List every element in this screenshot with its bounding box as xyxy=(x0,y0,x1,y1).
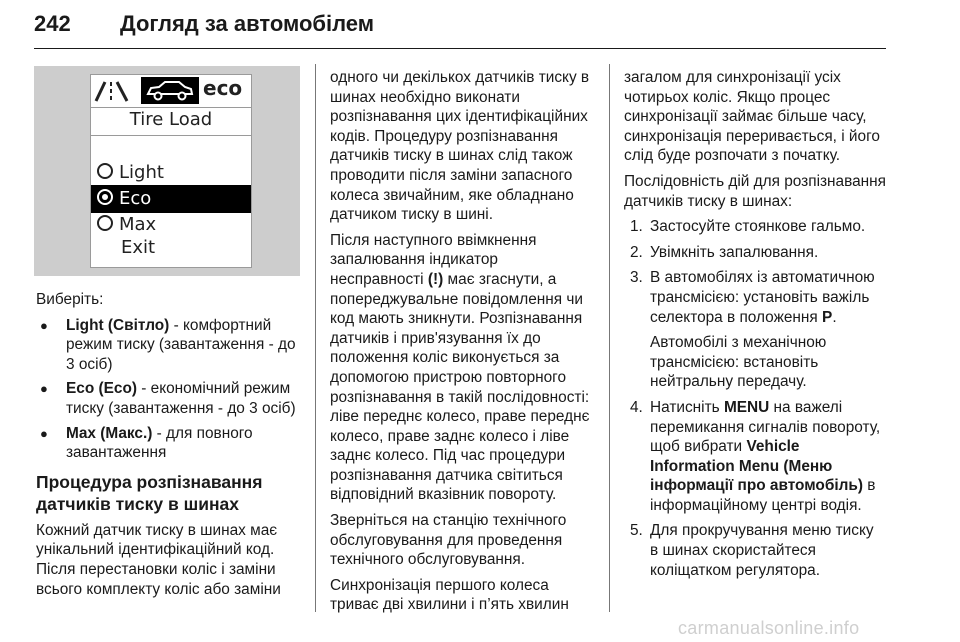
paragraph: Синхронізація першого колеса триває дві хвилини і п’ять хвилин xyxy=(330,576,569,614)
paragraph: Кожний датчик тиску в шинах має унікальний ідентифікаційний код. Після перестановки коліс і заміни всього комплекту коліс або заміни xyxy=(36,521,281,598)
item-term: Light (Світло) xyxy=(66,316,170,334)
procedure-steps xyxy=(624,217,886,580)
load-mode-list xyxy=(36,316,301,463)
paragraph: Після наступного ввімкнення запалювання індикатор несправності (!) має згаснути, а попереджувальне повідомлення чи код мають зникнути. Розпізнавання датчиків і прив'язування їх до положення коліс виконується за допомогою пристрою повторного розпізнавання в такій послідовності: ліве переднє колесо, праве переднє колесо, праве заднє колесо і ліве заднє колесо. Під час процедури розпізнавання датчика світиться відповідний вказівник повороту. xyxy=(330,231,590,504)
step-item xyxy=(624,521,886,580)
step-number: 4. xyxy=(630,398,643,416)
option-eco-selected[interactable] xyxy=(91,185,251,213)
option-label: Eco xyxy=(119,188,152,209)
column-3 xyxy=(624,68,886,586)
paragraph: Послідовність дій для розпізнавання датчиків тиску в шинах: xyxy=(624,172,887,210)
step-text: Увімкніть запалювання. xyxy=(650,243,819,261)
item-desc: - економічний режим тиску (завантаження - до 3 осіб) xyxy=(66,380,296,417)
option-max[interactable] xyxy=(97,211,247,239)
list-item xyxy=(36,379,301,418)
column-2 xyxy=(330,68,595,621)
tire-load-display-figure xyxy=(34,66,300,276)
step-text: Застосуйте стоянкове гальмо. xyxy=(650,218,866,236)
item-desc: - для повного завантаження xyxy=(66,424,253,462)
page-number: 242 xyxy=(34,11,71,36)
step-subtext: Автомобілі з механічною трансмісією: встановіть нейтральну передачу. xyxy=(650,334,827,391)
section-heading: Процедура розпізнавання датчиків тиску в шинах xyxy=(36,471,263,514)
car-icon-box xyxy=(141,77,199,104)
exit-option[interactable]: Exit xyxy=(121,237,156,258)
option-label: Light xyxy=(119,162,164,183)
paragraph: загалом для синхронізації усіх чотирьох коліс. Якщо процес синхронізації займає більше часу, синхронізація переривається, і його слід буде розпочати з початку. xyxy=(624,69,880,165)
step-number: 2. xyxy=(630,243,643,261)
radio-icon xyxy=(97,215,113,231)
step-item xyxy=(624,243,886,263)
item-desc: - комфортний режим тиску (завантаження - до 3 осіб) xyxy=(66,316,296,373)
column-1 xyxy=(36,290,301,605)
column-divider xyxy=(315,64,316,612)
step-number: 3. xyxy=(630,269,643,287)
step-item: 3. В автомобілях із автоматичною трансмісією: установіть важіль селектора в положення P. Автомобілі з механічною трансмісією: встановіть нейтральну передачу. xyxy=(624,268,886,392)
watermark: carmanualsonline.info xyxy=(678,618,860,638)
option-label: Max xyxy=(119,214,157,235)
display-screen xyxy=(90,74,252,268)
eco-mode-label: eco xyxy=(203,76,243,100)
tire-warning-icon: (!) xyxy=(427,270,444,288)
select-intro: Виберіть: xyxy=(36,291,104,308)
car-icon xyxy=(145,80,195,101)
step-number: 1. xyxy=(630,218,643,236)
road-icon xyxy=(93,79,139,103)
item-term: Eco (Eco) xyxy=(66,380,137,398)
paragraph: Зверніться на станцію технічного обслуговування для проведення технічного обслуговування. xyxy=(330,512,567,569)
option-light[interactable] xyxy=(97,159,247,187)
menu-title: Tire Load xyxy=(129,109,213,130)
display-top-bar xyxy=(91,75,251,108)
step-text: Для прокручування меню тиску в шинах скористайтеся коліщатком регулятора. xyxy=(650,522,874,579)
paragraph: одного чи декількох датчиків тиску в шинах необхідно виконати розпізнавання цих ідентифікаційних кодів. Процедуру розпізнавання датчиків тиску в шинах слід також проводити після заміни запасного колеса звичайним, яке обладнано датчиком тиску в шині. xyxy=(330,69,590,224)
radio-icon xyxy=(97,163,113,179)
list-item xyxy=(36,316,301,375)
item-term: Max (Макс.) xyxy=(66,424,153,442)
step-item xyxy=(624,217,886,237)
page-header xyxy=(34,0,886,49)
column-divider xyxy=(609,64,610,612)
display-divider xyxy=(91,135,251,136)
chapter-title: Догляд за автомобілем xyxy=(120,11,375,36)
step-item: 4. Натисніть MENU на важелі перемикання сигналів повороту, щоб вибрати Vehicle Information Menu (Меню інформації про автомобіль) в інформаційному центрі водія. xyxy=(630,398,881,514)
list-item xyxy=(36,424,301,463)
step-number: 5. xyxy=(630,522,643,540)
radio-selected-icon xyxy=(97,189,113,205)
